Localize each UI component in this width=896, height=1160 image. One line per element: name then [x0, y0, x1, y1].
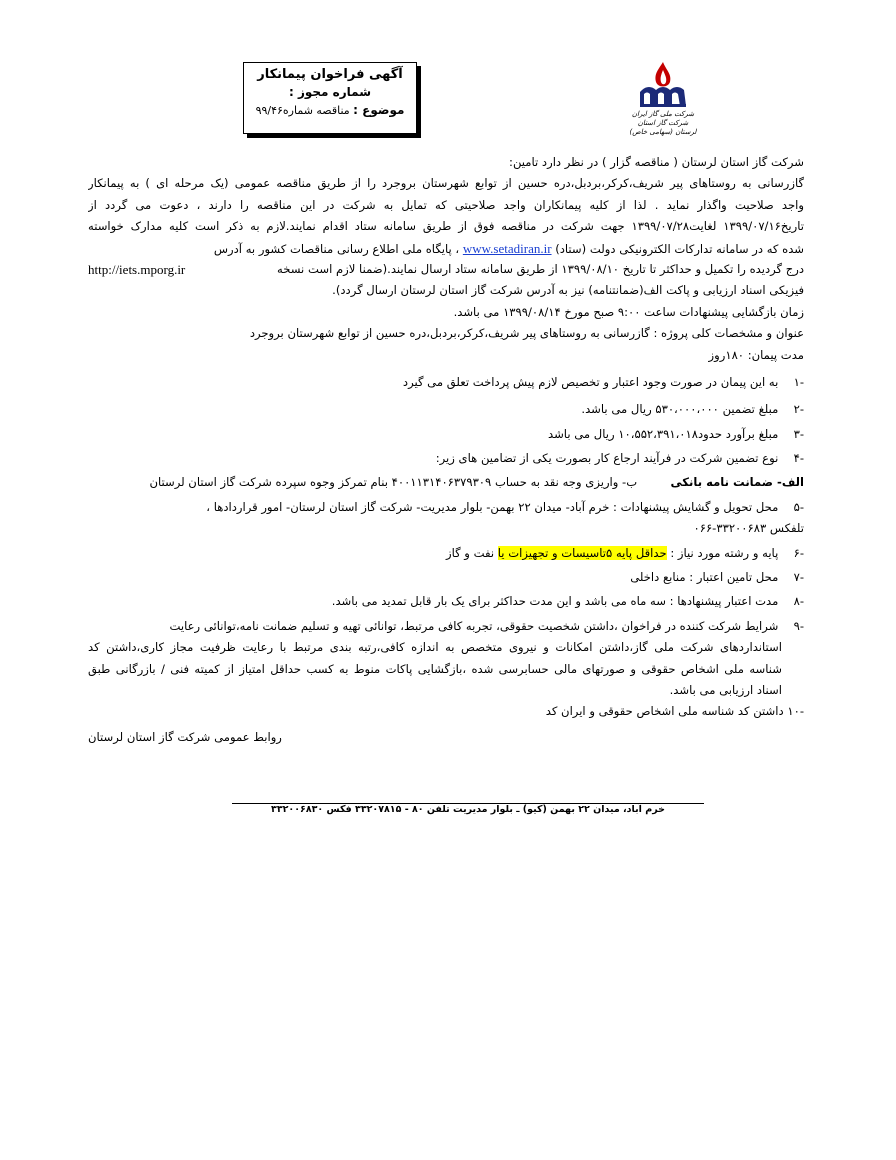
item-10-number: -۱۰	[787, 704, 804, 719]
item-4-number: -۴	[793, 451, 804, 466]
item-1	[88, 372, 804, 393]
item-6-highlight: حداقل پایه ۵تاسیسات و تجهیزات یا	[497, 545, 667, 560]
item-9-line-4: اسناد ارزیابی می باشد.	[669, 682, 782, 697]
item-3-number: -۳	[793, 426, 804, 441]
intro-line-5	[88, 238, 804, 259]
item-9-line-1: شرایط شرکت کننده در فراخوان ،داشتن شخصیت حقوقی، تجربه کافی مرتبط، توانائی تهیه و تسلیم ضمانت نامه،توانائی رعایت	[169, 618, 779, 633]
item-8	[88, 591, 804, 612]
subject-value: مناقصه شماره۹۹/۴۶	[255, 104, 350, 117]
subject-label: موضوع :	[353, 103, 405, 117]
item-7	[88, 567, 804, 588]
item-9-line-3: شناسه ملی اشخاص حقوقی و صورتهای مالی حسابرسی شده ،بازگشایی پاکات منوط به کسب حداقل امتیاز از کمیته فنی / بازرگانی طبق	[88, 661, 782, 676]
nigc-logo	[628, 60, 698, 138]
guarantee-a: الف- ضمانت نامه بانکی	[670, 475, 804, 490]
item-7-number: -۷	[793, 570, 804, 585]
item-5-phone: تلفکس ۳۳۲۰۰۶۸۳-۰۶۶	[693, 521, 804, 536]
item-6-prefix: پایه و رشته مورد نیاز :	[666, 545, 779, 560]
item-5-text: محل تحویل و گشایش پیشنهادات : خرم آباد- میدان ۲۲ بهمن- بلوار مدیریت- شرکت گاز استان لرستان- امور قراردادها ،	[206, 499, 779, 514]
item-6-number: -۶	[793, 545, 804, 560]
item-10-text: داشتن کد شناسه ملی اشخاص حقوقی و ایران کد	[545, 704, 784, 719]
intro-line-5a: شده که در سامانه تدارکات الکترونیکی دولت (ستاد)	[551, 241, 804, 256]
item-9	[88, 616, 804, 637]
logo-caption-2: شرکت گاز استان لرستان (سهامی خاص)	[629, 119, 697, 136]
item-4	[88, 448, 804, 469]
intro-line-5b: ، پایگاه ملی اطلاع رسانی مناقصات کشور به آدرس	[213, 241, 460, 256]
guarantee-options	[88, 472, 804, 493]
item-8-text: مدت اعتبار پیشنهادها : سه ماه می باشد و این مدت حداکثر برای یک بار قابل تمدید می باشد.	[331, 594, 779, 609]
flame-logo-icon	[636, 60, 690, 110]
item-5	[88, 497, 804, 518]
announcement-title: آگهی فراخوان پیمانکار	[257, 67, 403, 82]
item-2-number: -۲	[793, 402, 804, 417]
item-6-suffix: نفت و گاز	[445, 545, 498, 560]
license-number-label: شماره مجوز :	[288, 85, 371, 99]
intro-line-7: فیزیکی اسناد ارزیابی و پاکت الف(ضمانتنامه) نیز به آدرس شرکت گاز استان لرستان ارسال گردد).	[332, 283, 804, 298]
intro-line-1: شرکت گاز استان لرستان ( مناقصه گزار ) در نظر دارد تامین:	[509, 155, 804, 169]
item-1-text: به این پیمان در صورت وجود اعتبار و تخصیص لازم پیش پرداخت تعلق می گیرد	[402, 374, 779, 389]
item-3	[88, 424, 804, 445]
intro-line-6-text: درج گردیده را تکمیل و حداکثر تا تاریخ ۱۳۹۹/۰۸/۱۰ از طریق سامانه ستاد ارسال نمایند.(ضمنا لازم است نسخه	[277, 261, 804, 276]
item-6	[88, 543, 804, 564]
setadiran-link[interactable]: www.setadiran.ir	[462, 240, 552, 256]
intro-line-6	[88, 259, 804, 280]
item-7-text: محل تامین اعتبار : منابع داخلی	[630, 570, 779, 585]
iets-link[interactable]: http://iets.mporg.ir	[88, 261, 186, 277]
announcement-body	[88, 152, 804, 748]
item-2-text: مبلغ تضمین ۵۳۰،۰۰۰،۰۰۰ ریال می باشد.	[581, 402, 779, 417]
item-9-number: -۹	[793, 618, 804, 633]
opening-time: زمان بازگشایی پیشنهادات ساعت ۹:۰۰ صبح مورخ ۱۳۹۹/۰۸/۱۴ می باشد.	[453, 304, 804, 319]
item-5-number: -۵	[793, 499, 804, 514]
signature-row	[88, 727, 804, 748]
item-9-line-2: استانداردهای شرکت ملی گاز،داشتن امکانات و نیروی متخصص به اندازه کافی،رتبه بندی مرتبط با رعایت ظرفیت مجاز کاری،داشتن کد	[88, 640, 782, 655]
intro-line-2: گازرسانی به روستاهای پیر شریف،کرکر،بردبل،دره حسین از توابع شهرستان بروجرد را از طریق مناقصه عمومی (یک مرحله ای ) به پیمانکار	[88, 176, 804, 191]
item-1-number: -۱	[793, 374, 804, 389]
item-2	[88, 399, 804, 420]
intro-line-3: واجد صلاحیت واگذار نماید . لذا از کلیه پیمانکاران واجد صلاحیتی که تمایل به شرکت در این مناقصه را دارند ، دعوت می گردد از	[88, 197, 804, 212]
guarantee-b: ب- واریزی وجه نقد به حساب ۴۰۰۱۱۳۱۴۰۶۳۷۹۳۰۹ بنام تمرکز وجوه سپرده شرکت گاز استان لرستان	[149, 475, 638, 490]
footer-address: خرم آباد، میدان ۲۲ بهمن (کیو) ـ بلوار مدیریت تلفن ۸۰ - ۳۳۲۰۷۸۱۵ فکس ۳۳۲۰۰۶۸۳۰	[271, 804, 665, 815]
logo-caption-1: شرکت ملی گاز ایران	[631, 110, 695, 118]
item-3-text: مبلغ برآورد حدود۱۰،۵۵۲،۳۹۱،۰۱۸ ریال می باشد	[547, 426, 779, 441]
announcement-header-box	[243, 62, 417, 134]
project-title: عنوان و مشخصات کلی پروژه : گازرسانی به روستاهای پیر شریف،کرکر،بردبل،دره حسین از توابع شهرستان بروجرد	[249, 326, 804, 341]
signature: روابط عمومی شرکت گاز استان لرستان	[88, 729, 282, 744]
contract-duration: مدت پیمان: ۱۸۰روز	[708, 347, 804, 362]
item-8-number: -۸	[793, 594, 804, 609]
intro-line-4: تاریخ۱۳۹۹/۰۷/۱۶ لغایت۱۳۹۹/۰۷/۲۸ جهت شرکت در مناقصه فوق از طریق سامانه ستاد اقدام نمایند.لازم به ذکر است کلیه مدارک خواسته	[88, 219, 804, 234]
subject-line	[244, 103, 416, 117]
item-4-text: نوع تضمین شرکت در فرآیند ارجاع کار بصورت یکی از تضامین های زیر:	[435, 451, 779, 466]
item-10	[88, 701, 804, 722]
